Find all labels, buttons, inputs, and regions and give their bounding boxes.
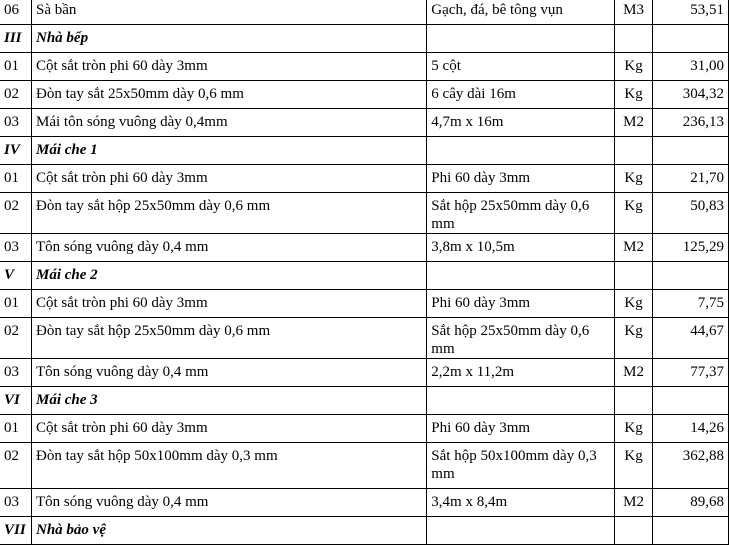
unit-cell: M2	[615, 489, 653, 517]
item-name-cell: Tôn sóng vuông dày 0,4 mm	[31, 359, 426, 387]
table-row	[0, 489, 729, 517]
spec-cell: Gạch, đá, bê tông vụn	[427, 0, 615, 25]
unit-cell: Kg	[615, 318, 653, 359]
quantity-cell: 362,88	[653, 443, 729, 489]
item-name-cell: Cột sắt tròn phi 60 dày 3mm	[31, 415, 426, 443]
item-number-cell: 02	[0, 443, 31, 489]
table-row	[0, 234, 729, 262]
spec-cell: Sắt hộp 25x50mm dày 0,6 mm	[427, 318, 615, 359]
spec-cell: 5 cột	[427, 53, 615, 81]
table-row	[0, 81, 729, 109]
quantity-cell: 304,32	[653, 81, 729, 109]
table-row	[0, 318, 729, 359]
item-number-cell: 01	[0, 290, 31, 318]
quantity-cell: 125,29	[653, 234, 729, 262]
section-title-cell: Mái che 3	[31, 387, 426, 415]
unit-cell: Kg	[615, 193, 653, 234]
table-row	[0, 165, 729, 193]
quantity-cell: 236,13	[653, 109, 729, 137]
section-number-cell: VI	[0, 387, 31, 415]
spec-cell: 6 cây dài 16m	[427, 81, 615, 109]
item-name-cell: Sà bần	[31, 0, 426, 25]
section-row	[0, 262, 729, 290]
unit-cell	[615, 387, 653, 415]
quantity-cell: 31,00	[653, 53, 729, 81]
unit-cell	[615, 262, 653, 290]
unit-cell	[615, 137, 653, 165]
item-name-cell: Cột sắt tròn phi 60 dày 3mm	[31, 53, 426, 81]
item-name-cell: Đòn tay sắt hộp 50x100mm dày 0,3 mm	[31, 443, 426, 489]
quantity-cell	[653, 25, 729, 53]
unit-cell: Kg	[615, 443, 653, 489]
table-row	[0, 53, 729, 81]
unit-cell: M2	[615, 109, 653, 137]
unit-cell: Kg	[615, 415, 653, 443]
unit-cell	[615, 517, 653, 545]
spec-cell	[427, 137, 615, 165]
item-name-cell: Đòn tay sắt 25x50mm dày 0,6 mm	[31, 81, 426, 109]
item-number-cell: 03	[0, 109, 31, 137]
item-number-cell: 03	[0, 234, 31, 262]
item-name-cell: Đòn tay sắt hộp 25x50mm dày 0,6 mm	[31, 318, 426, 359]
item-number-cell: 02	[0, 318, 31, 359]
spec-cell: 3,8m x 10,5m	[427, 234, 615, 262]
quantity-cell: 44,67	[653, 318, 729, 359]
item-number-cell: 02	[0, 81, 31, 109]
item-number-cell: 01	[0, 165, 31, 193]
table-row	[0, 109, 729, 137]
quantity-cell: 50,83	[653, 193, 729, 234]
spec-cell: Phi 60 dày 3mm	[427, 290, 615, 318]
section-row	[0, 387, 729, 415]
section-title-cell: Nhà bếp	[31, 25, 426, 53]
spec-cell: 2,2m x 11,2m	[427, 359, 615, 387]
item-name-cell: Tôn sóng vuông dày 0,4 mm	[31, 489, 426, 517]
quantity-cell	[653, 137, 729, 165]
quantity-cell: 77,37	[653, 359, 729, 387]
section-number-cell: VII	[0, 517, 31, 545]
item-name-cell: Đòn tay sắt hộp 25x50mm dày 0,6 mm	[31, 193, 426, 234]
unit-cell: M2	[615, 359, 653, 387]
spec-cell: 4,7m x 16m	[427, 109, 615, 137]
spec-cell: 3,4m x 8,4m	[427, 489, 615, 517]
section-row	[0, 137, 729, 165]
item-number-cell: 03	[0, 489, 31, 517]
quantity-cell: 89,68	[653, 489, 729, 517]
item-number-cell: 02	[0, 193, 31, 234]
quantity-cell: 7,75	[653, 290, 729, 318]
spec-cell	[427, 262, 615, 290]
section-number-cell: III	[0, 25, 31, 53]
section-number-cell: IV	[0, 137, 31, 165]
spec-cell	[427, 25, 615, 53]
table-row	[0, 193, 729, 234]
item-number-cell: 01	[0, 53, 31, 81]
spec-cell	[427, 387, 615, 415]
item-name-cell: Tôn sóng vuông dày 0,4 mm	[31, 234, 426, 262]
spec-cell: Sắt hộp 50x100mm dày 0,3 mm	[427, 443, 615, 489]
spec-cell: Phi 60 dày 3mm	[427, 415, 615, 443]
section-row	[0, 25, 729, 53]
section-title-cell: Nhà bảo vệ	[31, 517, 426, 545]
quantity-cell: 14,26	[653, 415, 729, 443]
unit-cell: Kg	[615, 290, 653, 318]
table-row	[0, 443, 729, 489]
item-name-cell: Mái tôn sóng vuông dày 0,4mm	[31, 109, 426, 137]
spec-cell: Sắt hộp 25x50mm dày 0,6 mm	[427, 193, 615, 234]
section-number-cell: V	[0, 262, 31, 290]
unit-cell: Kg	[615, 53, 653, 81]
quantity-cell	[653, 517, 729, 545]
spec-cell	[427, 517, 615, 545]
spec-cell: Phi 60 dày 3mm	[427, 165, 615, 193]
item-number-cell: 01	[0, 415, 31, 443]
section-row	[0, 517, 729, 545]
table-row	[0, 415, 729, 443]
quantity-cell: 21,70	[653, 165, 729, 193]
table-row	[0, 359, 729, 387]
unit-cell: Kg	[615, 165, 653, 193]
quantity-cell	[653, 387, 729, 415]
table-row	[0, 0, 729, 25]
item-name-cell: Cột sắt tròn phi 60 dày 3mm	[31, 290, 426, 318]
unit-cell	[615, 25, 653, 53]
table-row	[0, 290, 729, 318]
quantity-cell: 53,51	[653, 0, 729, 25]
item-number-cell: 03	[0, 359, 31, 387]
unit-cell: M3	[615, 0, 653, 25]
quantity-cell	[653, 262, 729, 290]
section-title-cell: Mái che 2	[31, 262, 426, 290]
unit-cell: M2	[615, 234, 653, 262]
item-number-cell: 06	[0, 0, 31, 25]
section-title-cell: Mái che 1	[31, 137, 426, 165]
item-name-cell: Cột sắt tròn phi 60 dày 3mm	[31, 165, 426, 193]
unit-cell: Kg	[615, 81, 653, 109]
